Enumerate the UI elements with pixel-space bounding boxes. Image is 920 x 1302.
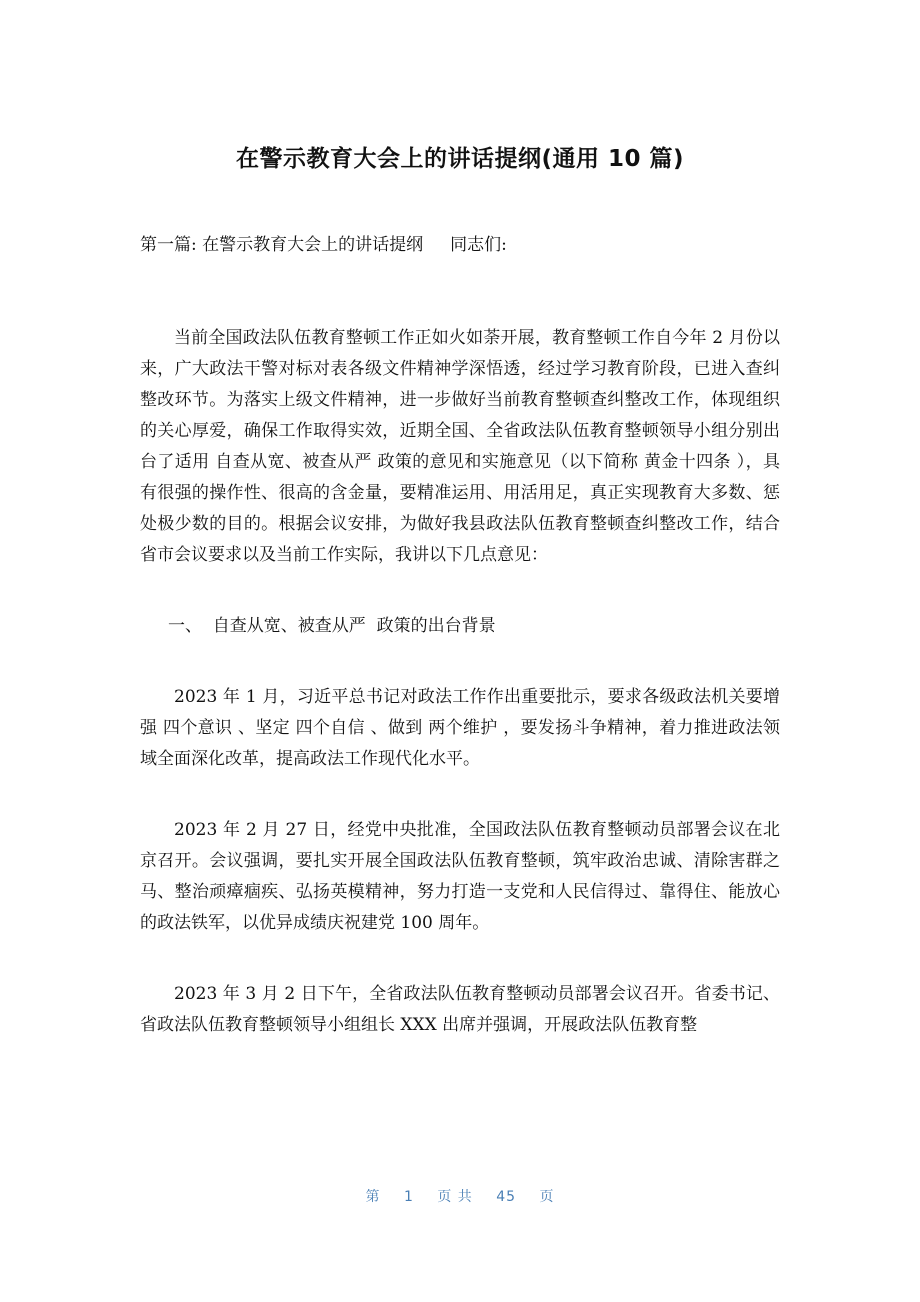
spacer [140,261,780,323]
section-heading: 一、 自查从宽、被查从严 政策的出台背景 [168,616,496,636]
intro-line: 第一篇: 在警示教育大会上的讲话提纲 同志们: [140,235,507,255]
paragraph: 2023 年 1 月，习近平总书记对政法工作作出重要批示，要求各级政法机关要增强 四个意识 、坚定 四个自信 、做到 两个维护 ，要发扬斗争精神，着力推进政法领域全面深化改革，提高政法工作现代化水平。 [140,687,780,769]
paragraph: 2023 年 2 月 27 日，经党中央批准，全国政法队伍教育整顿动员部署会议在北京召开。会议强调，要扎实开展全国政法队伍教育整顿，筑牢政治忠诚、清除害群之马、整治顽瘴痼疾、弘扬英模精神，努力打造一支党和人民信得过、靠得住、能放心的政法铁军，以优异成绩庆祝建党 100 周年。 [140,820,780,933]
spacer [140,775,780,815]
spacer [140,642,780,682]
spacer [140,571,780,611]
footer-ye: 页 [539,1189,555,1205]
paragraph: 当前全国政法队伍教育整顿工作正如火如荼开展，教育整顿工作自今年 2 月份以来，广大政法干警对标对表各级文件精神学深悟透，经过学习教育阶段，已进入查纠整改环节。为落实上级文件精神，进一步做好当前教育整顿查纠整改工作，体现组织的关心厚爱，确保工作取得实效，近期全国、全省政法队伍教育整顿领导小组分别出台了适用 自查从宽、被查从严 政策的意见和实施意见（以下简称 黄金十四条 ），具有很强的操作性、很高的含金量，要精准运用、用活用足，真正实现教育大多数、惩处极少数的目的。根据会议安排，为做好我县政法队伍教育整顿查纠整改工作，结合省市会议要求以及当前工作实际，我讲以下几点意见： [140,328,780,565]
footer-total-pages: 45 [496,1189,517,1205]
document-body [140,230,780,1041]
document-title: 在警示教育大会上的讲话提纲(通用 10 篇) [235,146,685,172]
spacer [140,939,780,979]
page-footer [0,1186,920,1206]
footer-di: 第 [365,1189,381,1205]
footer-ye-gong: 页 共 [437,1189,473,1205]
paragraph: 2023 年 3 月 2 日下午，全省政法队伍教育整顿动员部署会议召开。省委书记、省政法队伍教育整顿领导小组组长 XXX 出席并强调，开展政法队伍教育整 [140,984,780,1035]
footer-page-number: 1 [403,1189,414,1205]
